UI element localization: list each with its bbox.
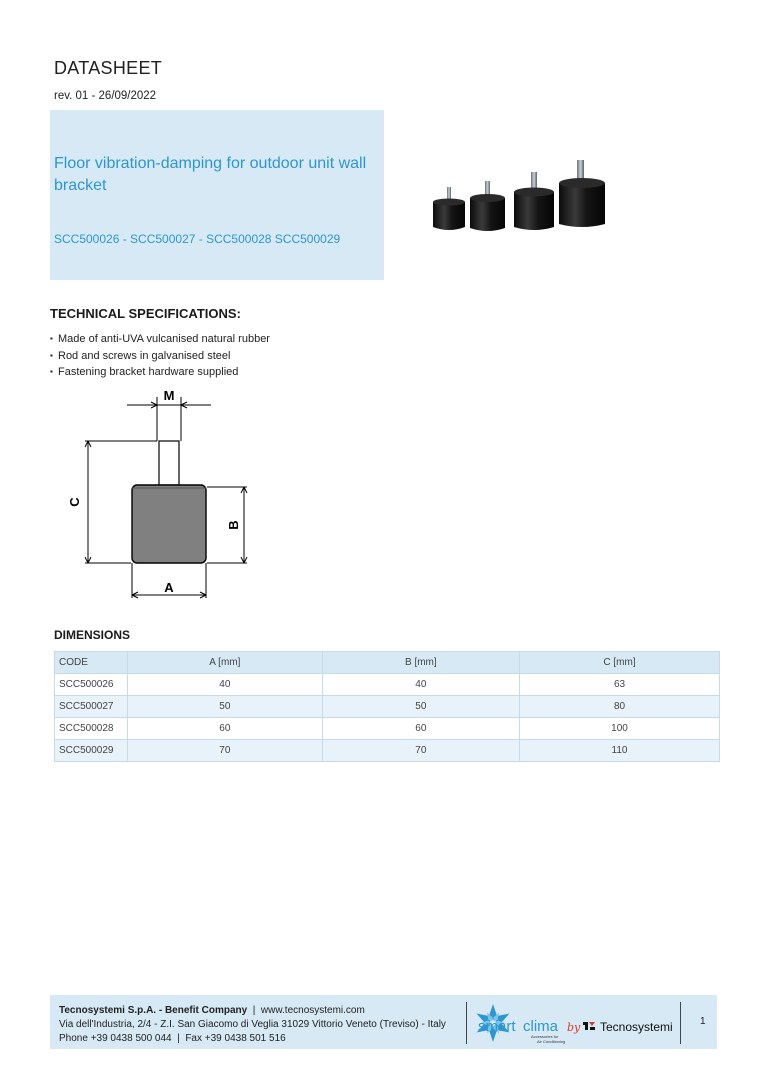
dimension-diagram [55,383,275,603]
brand-by: by [567,1021,581,1034]
brand-tecnosystemi: Tecnosystemi [600,1020,673,1034]
dimensions-table [54,651,720,762]
table-row [55,674,720,696]
fax-number: Fax +39 0438 501 516 [185,1033,286,1044]
label-a: A [164,580,174,595]
revision-date: rev. 01 - 26/09/2022 [54,90,157,102]
product-title: Floor vibration-damping for outdoor unit wall bracket [54,155,367,194]
product-codes: SCC500026 - SCC500027 - SCC500028 SCC500029 [54,232,341,246]
rod-shape [159,441,179,485]
cell-b: 70 [322,740,519,762]
cell-c: 110 [520,740,720,762]
cell-c: 80 [520,696,720,718]
damper-medium [470,181,505,231]
cell-code: SCC500026 [55,674,128,696]
damper-xlarge [559,160,605,227]
footer-divider [466,1002,467,1044]
brand-tagline-1: Accessories for [531,1034,559,1039]
cell-code: SCC500027 [55,696,128,718]
tech-specs-heading: TECHNICAL SPECIFICATIONS: [50,306,241,321]
col-header-code: CODE [55,652,128,674]
table-row [55,696,720,718]
label-b: B [226,520,241,530]
table-row [55,718,720,740]
product-photo [425,155,625,240]
label-m: M [163,388,175,403]
col-header-b: B [mm] [322,652,519,674]
cell-a: 40 [128,674,323,696]
damper-small [433,187,465,230]
label-c: C [67,497,82,507]
tecnosystemi-mark-icon [583,1022,595,1030]
cell-c: 100 [520,718,720,740]
spec-item: ▪ Made of anti-UVA vulcanised natural rubber [50,331,270,348]
spec-item: ▪ Fastening bracket hardware supplied [50,364,270,381]
col-header-a: A [mm] [128,652,323,674]
cell-code: SCC500028 [55,718,128,740]
cell-b: 40 [322,674,519,696]
cell-a: 70 [128,740,323,762]
table-row [55,740,720,762]
damper-large [514,172,554,230]
cell-c: 63 [520,674,720,696]
cell-b: 50 [322,696,519,718]
cell-code: SCC500029 [55,740,128,762]
cell-b: 60 [322,718,519,740]
dimensions-heading: DIMENSIONS [54,628,131,642]
smart-clima-tecnosystemi-logo [473,1001,683,1045]
tech-specs-list [50,331,270,381]
company-name: Tecnosystemi S.p.A. - Benefit Company [59,1005,248,1016]
phone-number: Phone +39 0438 500 044 [59,1033,172,1044]
product-header-box [50,110,384,280]
col-header-c: C [mm] [520,652,720,674]
cell-a: 50 [128,696,323,718]
spec-item: ▪ Rod and screws in galvanised steel [50,348,270,365]
brand-clima: clima [523,1018,559,1035]
footer-contact: Tecnosystemi S.p.A. - Benefit Company | www.tecnosystemi.com Via dell'Industria, 2/4 - Z.I. San Giacomo di Veglia 31029 Vittorio Veneto (Treviso) - Italy Phone +39 0438 500 044 | Fax +39 0438 501 516 [59,1005,446,1044]
company-address: Via dell'Industria, 2/4 - Z.I. San Giacomo di Veglia 31029 Vittorio Veneto (Treviso) - Italy [59,1019,446,1030]
website-link[interactable]: www.tecnosystemi.com [260,1005,365,1016]
footer-divider [680,1002,681,1044]
cell-a: 60 [128,718,323,740]
document-title: DATASHEET [54,58,163,78]
rubber-body-shape [132,485,206,563]
brand-smart: smart [478,1018,516,1035]
page-number: 1 [700,1016,706,1027]
brand-tagline-2: Air Conditioning [537,1039,566,1044]
footer [50,995,717,1049]
table-header-row [55,652,720,674]
